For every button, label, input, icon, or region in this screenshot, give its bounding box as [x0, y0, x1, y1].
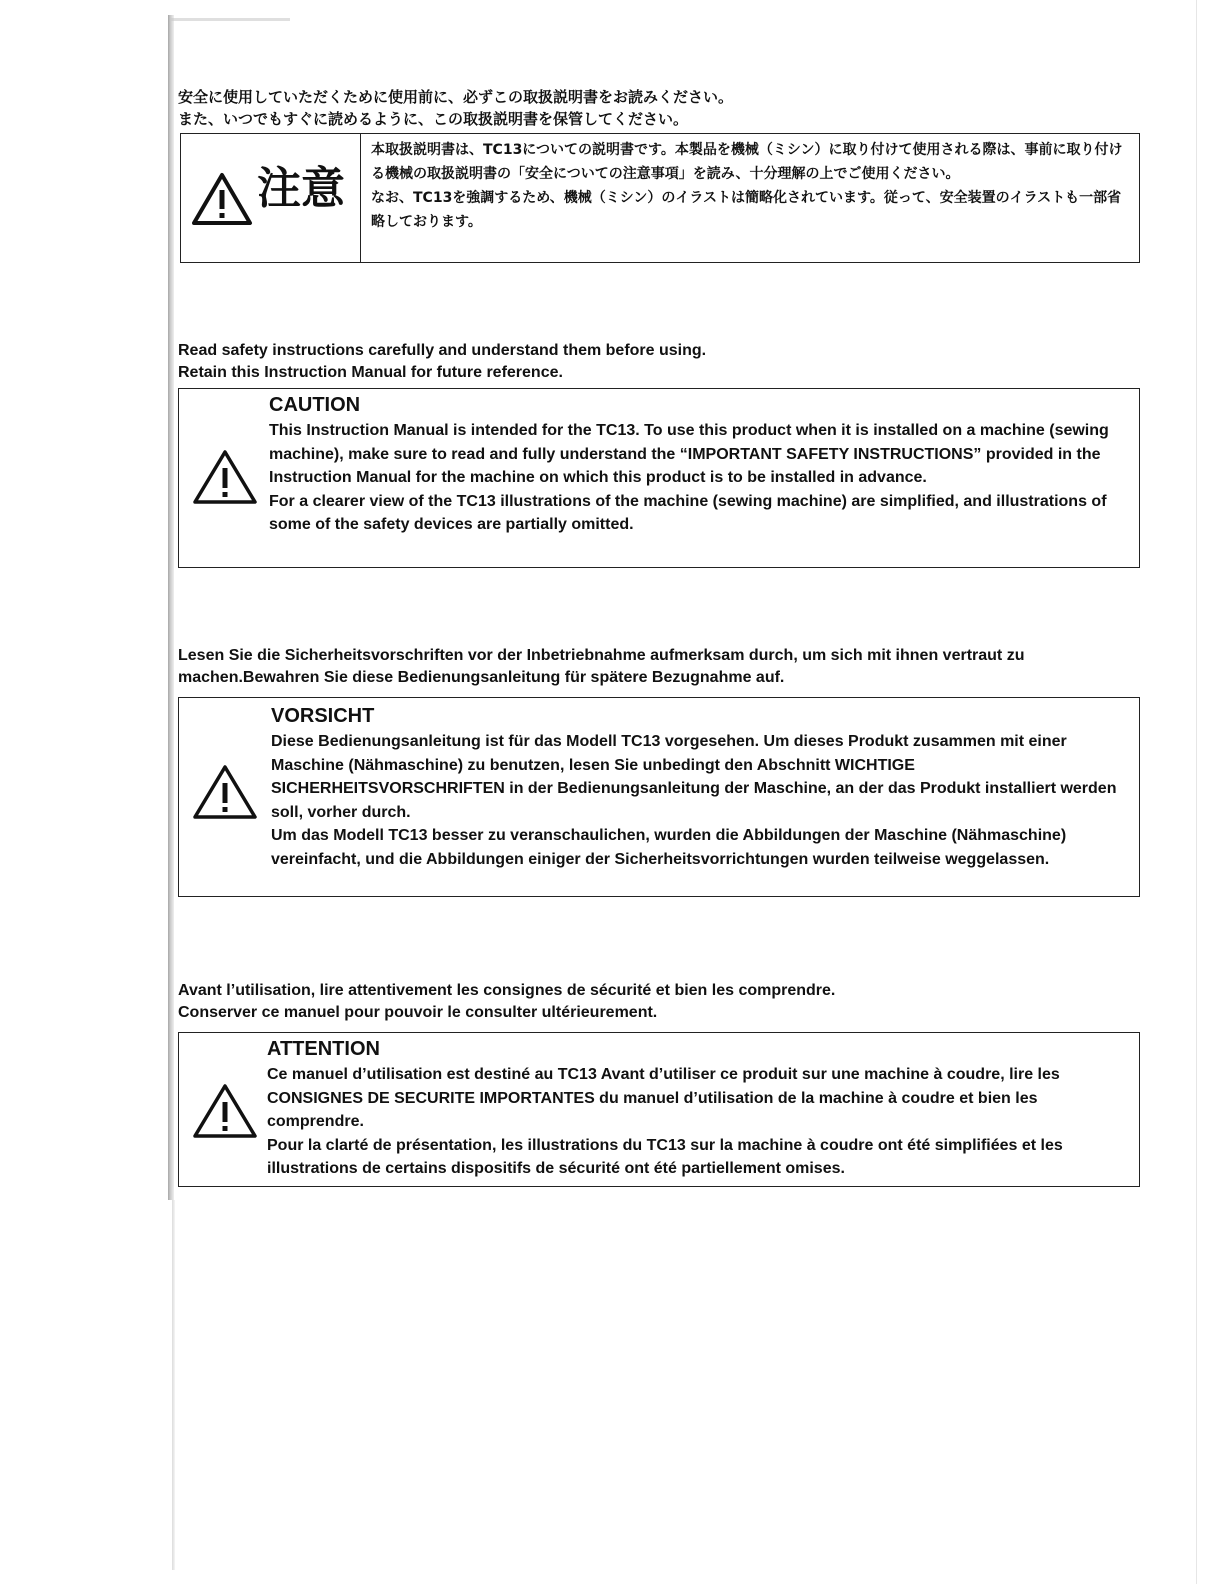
- japanese-intro-line-2: また、いつでもすぐに読めるように、この取扱説明書を保管してください。: [178, 110, 689, 128]
- warning-triangle-icon: [192, 764, 258, 820]
- french-caution-box: [178, 1032, 1140, 1187]
- english-body-paragraph-1: This Instruction Manual is intended for the TC13. To use this product when it is installed on a machine (sewing machine), make sure to read and fully understand the “IMPORTANT SAFETY INSTRUCTIONS” provided in the Instruction Manual for the machine on which this product is to be installed in advance.: [269, 422, 1109, 486]
- japanese-caution-label: 注意: [257, 163, 345, 214]
- french-intro-line-1: Avant l’utilisation, lire attentivement les consignes de sécurité et bien les comprendre.: [178, 982, 836, 999]
- scan-edge-shadow-lower: [172, 1200, 175, 1570]
- scan-edge-right: [1196, 0, 1197, 1584]
- german-caution-body: [271, 730, 1133, 871]
- french-body-paragraph-1: Ce manuel d’utilisation est destiné au TC13 Avant d’utiliser ce produit sur une machine à coudre, lire les CONSIGNES DE SECURITE IMPORTANTES du manuel d’utilisation de la machine à coudre et bien les comprendre.: [267, 1066, 1060, 1130]
- japanese-caution-box: [180, 133, 1140, 263]
- japanese-caution-header: [181, 134, 361, 262]
- german-intro-text: Lesen Sie die Sicherheitsvorschriften vor der Inbetriebnahme aufmerksam durch, um sich mit ihnen vertraut zu machen.Bewahren Sie diese Bedienungsanleitung für spätere Bezugnahme auf.: [178, 647, 1025, 686]
- scan-edge-shadow: [168, 15, 174, 1200]
- french-intro-line-2: Conserver ce manuel pour pouvoir le consulter ultérieurement.: [178, 1004, 658, 1021]
- english-caution-body: [269, 419, 1131, 537]
- scan-top-mark: [170, 18, 290, 21]
- german-caution-box: [178, 697, 1140, 897]
- japanese-intro: [178, 86, 1138, 130]
- english-intro: [178, 340, 1140, 384]
- japanese-caution-body: [371, 138, 1131, 234]
- german-caution-label: VORSICHT: [271, 705, 375, 727]
- english-intro-line-1: Read safety instructions carefully and understand them before using.: [178, 342, 707, 359]
- french-intro: [178, 980, 1140, 1024]
- french-body-paragraph-2: Pour la clarté de présentation, les illustrations du TC13 sur la machine à coudre ont été simplifiées et les illustrations de certains dispositifs de sécurité ont été partiellement omises.: [267, 1136, 1063, 1177]
- french-caution-body: [267, 1063, 1133, 1181]
- german-body-paragraph-2: Um das Modell TC13 besser zu veranschaulichen, wurden die Abbildungen der Maschine (Nähmaschine) vereinfacht, und die Abbildungen einiger der Sicherheitsvorrichtungen wurden teilweise weggelassen.: [271, 827, 1067, 868]
- german-body-paragraph-1: Diese Bedienungsanleitung ist für das Modell TC13 vorgesehen. Um dieses Produkt zusammen mit einer Maschine (Nähmaschine) zu benutzen, lesen Sie unbedingt den Abschnitt WICHTIGE SICHERHEITSVORSCHRIFTEN in der Bedienungsanleitung der Maschine, an der das Produkt installiert werden soll, vorher durch.: [271, 733, 1117, 821]
- warning-triangle-icon: [192, 449, 258, 505]
- warning-triangle-icon: [192, 1083, 258, 1139]
- japanese-body-paragraph-1: 本取扱説明書は、TC13についての説明書です。本製品を機械（ミシン）に取り付けて使用される際は、事前に取り付ける機械の取扱説明書の「安全についての注意事項」を読み、十分理解の上でご使用ください。: [371, 142, 1123, 182]
- english-caution-label: CAUTION: [269, 394, 361, 416]
- english-body-paragraph-2: For a clearer view of the TC13 illustrations of the machine (sewing machine) are simplified, and illustrations of some of the safety devices are partially omitted.: [269, 492, 1107, 533]
- japanese-intro-line-1: 安全に使用していただくために使用前に、必ずこの取扱説明書をお読みください。: [178, 88, 734, 106]
- german-intro: [178, 645, 1140, 689]
- english-intro-line-2: Retain this Instruction Manual for future reference.: [178, 364, 563, 381]
- french-caution-label: ATTENTION: [267, 1038, 380, 1060]
- warning-triangle-icon: [191, 172, 253, 226]
- english-caution-box: [178, 388, 1140, 568]
- japanese-body-paragraph-2: なお、TC13を強調するため、機械（ミシン）のイラストは簡略化されています。従って、安全装置のイラストも一部省略しております。: [371, 190, 1122, 230]
